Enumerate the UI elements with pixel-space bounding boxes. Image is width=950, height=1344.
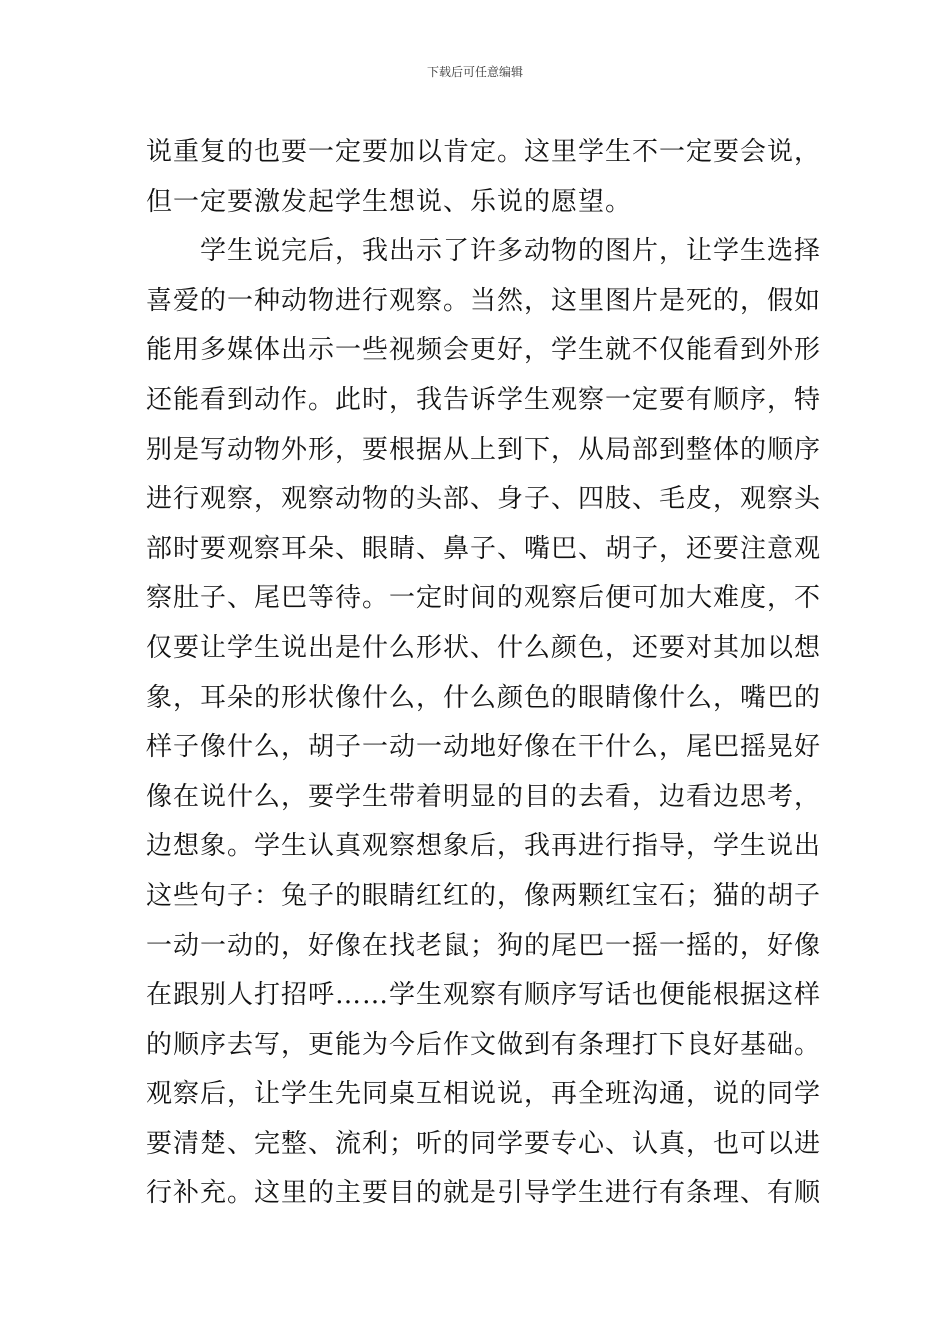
text-line: 还能看到动作。此时，我告诉学生观察一定要有顺序，特 (146, 384, 822, 415)
text-line: 的顺序去写，更能为今后作文做到有条理打下良好基础。 (146, 1029, 822, 1060)
text-line: 像在说什么，要学生带着明显的目的去看，边看边思考， (146, 781, 822, 812)
text-line: 这些句子：兔子的眼睛红红的，像两颗红宝石；猫的胡子 (146, 880, 822, 911)
text-line: 部时要观察耳朵、眼睛、鼻子、嘴巴、胡子，还要注意观 (146, 533, 822, 564)
text-line: 边想象。学生认真观察想象后，我再进行指导，学生说出 (146, 831, 822, 862)
text-line: 进行观察，观察动物的头部、身子、四肢、毛皮，观察头 (146, 484, 822, 515)
text-line: 一动一动的，好像在找老鼠；狗的尾巴一摇一摇的，好像 (146, 930, 822, 961)
text-line: 察肚子、尾巴等待。一定时间的观察后便可加大难度，不 (146, 583, 822, 614)
text-line: 在跟别人打招呼……学生观察有顺序写话也便能根据这样 (146, 980, 822, 1011)
text-line: 但一定要激发起学生想说、乐说的愿望。 (146, 186, 633, 217)
text-line: 要清楚、完整、流利；听的同学要专心、认真，也可以进 (146, 1128, 822, 1159)
text-line: 仅要让学生说出是什么形状、什么颜色，还要对其加以想 (146, 632, 822, 663)
text-line: 观察后，让学生先同桌互相说说，再全班沟通，说的同学 (146, 1079, 822, 1110)
text-line: 能用多媒体出示一些视频会更好，学生就不仅能看到外形 (146, 335, 822, 366)
text-line: 样子像什么，胡子一动一动地好像在干什么，尾巴摇晃好 (146, 732, 822, 763)
text-line: 学生说完后，我出示了许多动物的图片，让学生选择 (146, 236, 822, 267)
page-header: 下载后可任意编辑 (426, 65, 523, 79)
text-line: 象，耳朵的形状像什么，什么颜色的眼睛像什么，嘴巴的 (146, 682, 822, 713)
body-text (146, 128, 826, 1219)
text-line: 行补充。这里的主要目的就是引导学生进行有条理、有顺 (146, 1178, 822, 1209)
text-line: 说重复的也要一定要加以肯定。这里学生不一定要会说， (146, 137, 822, 167)
text-line: 别是写动物外形，要根据从上到下，从局部到整体的顺序 (146, 434, 822, 465)
text-line: 喜爱的一种动物进行观察。当然，这里图片是死的，假如 (146, 285, 822, 316)
